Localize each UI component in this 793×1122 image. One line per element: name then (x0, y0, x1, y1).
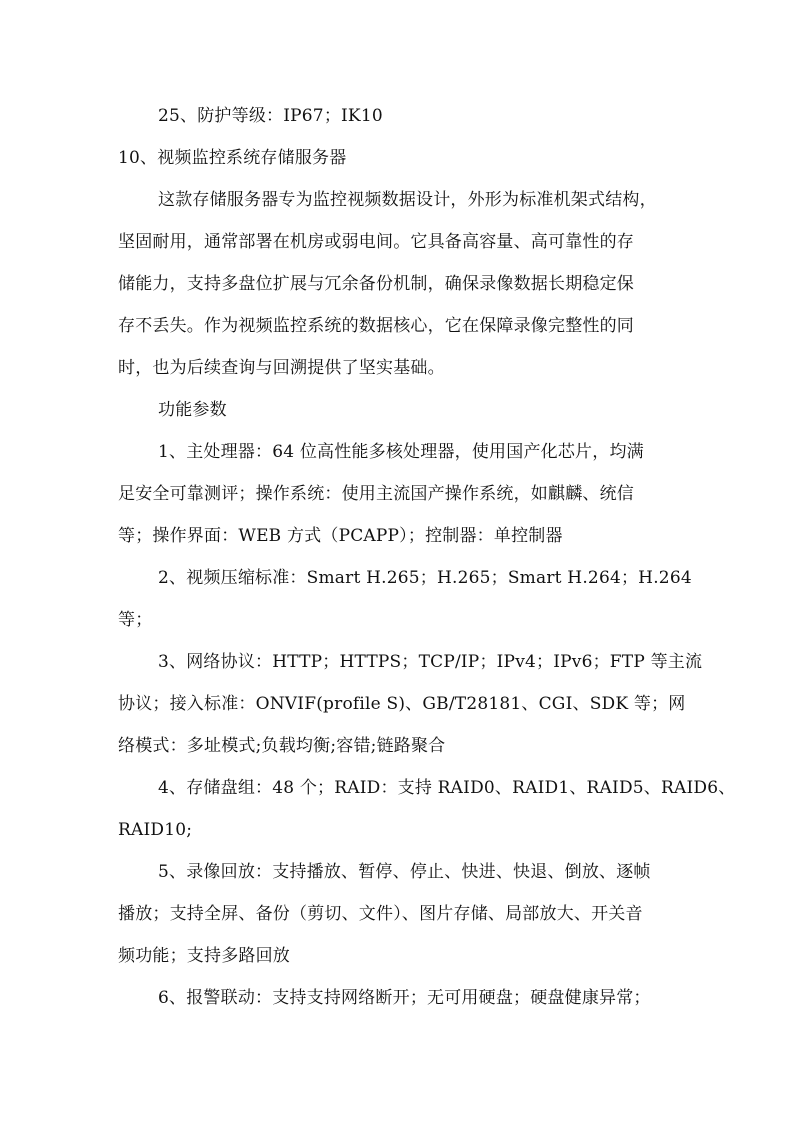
section-heading-storage-server: 10、视频监控系统存储服务器 (118, 148, 347, 168)
param-4-storage-disks-line-2: RAID10; (118, 820, 193, 840)
param-3-network-protocol-line-3: 络模式：多址模式;负载均衡;容错;链路聚合 (118, 736, 446, 756)
param-5-playback-line-2: 播放；支持全屏、备份（剪切、文件）、图片存储、局部放大、开关音 (118, 904, 643, 924)
intro-paragraph-line-1: 这款存储服务器专为监控视频数据设计，外形为标准机架式结构， (158, 190, 657, 210)
param-6-alarm-linkage-line-1: 6、报警联动：支持支持网络断开；无可用硬盘；硬盘健康异常； (158, 988, 651, 1008)
param-1-processor-line-3: 等；操作界面：WEB 方式（PCAPP）；控制器：单控制器 (118, 526, 563, 546)
param-1-processor-line-1: 1、主处理器：64 位高性能多核处理器，使用国产化芯片，均满 (158, 442, 644, 462)
subheading-function-params: 功能参数 (158, 400, 227, 420)
param-4-storage-disks-line-1: 4、存储盘组：48 个；RAID：支持 RAID0、RAID1、RAID5、RAID6、 (158, 778, 736, 798)
intro-paragraph-line-5: 时，也为后续查询与回溯提供了坚实基础。 (118, 358, 445, 378)
spec-item-25-protection-level: 25、防护等级：IP67；IK10 (158, 106, 383, 126)
param-2-video-compression-line-1: 2、视频压缩标准：Smart H.265；H.265；Smart H.264；H.264 (158, 568, 692, 588)
param-5-playback-line-1: 5、录像回放：支持播放、暂停、停止、快进、快退、倒放、逐帧 (158, 862, 651, 882)
param-1-processor-line-2: 足安全可靠测评；操作系统：使用主流国产操作系统，如麒麟、统信 (118, 484, 634, 504)
intro-paragraph-line-4: 存不丢失。作为视频监控系统的数据核心，它在保障录像完整性的同 (118, 316, 634, 336)
param-3-network-protocol-line-2: 协议；接入标准：ONVIF(profile S)、GB/T28181、CGI、SDK 等；网 (118, 694, 686, 714)
intro-paragraph-line-2: 坚固耐用，通常部署在机房或弱电间。它具备高容量、高可靠性的存 (118, 232, 634, 252)
param-5-playback-line-3: 频功能；支持多路回放 (118, 946, 290, 966)
param-2-video-compression-line-2: 等； (118, 610, 153, 630)
intro-paragraph-line-3: 储能力，支持多盘位扩展与冗余备份机制，确保录像数据长期稳定保 (118, 274, 634, 294)
param-3-network-protocol-line-1: 3、网络协议：HTTP；HTTPS；TCP/IP；IPv4；IPv6；FTP 等主流 (158, 652, 703, 672)
